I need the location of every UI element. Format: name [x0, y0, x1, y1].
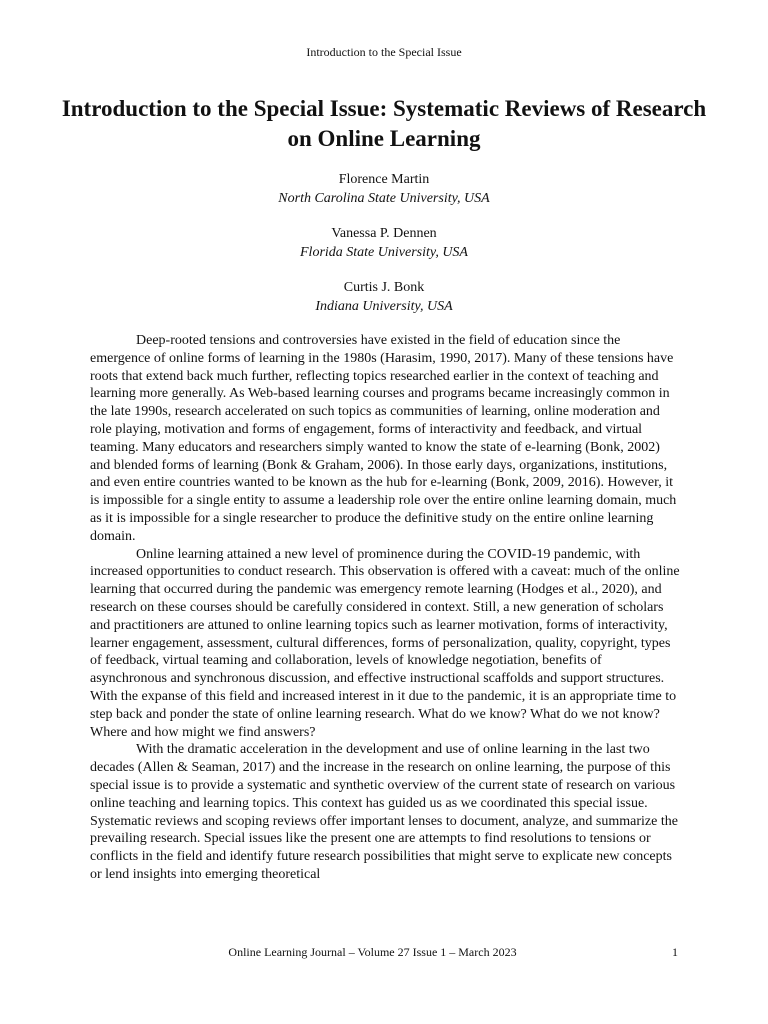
journal-citation: Online Learning Journal – Volume 27 Issue 1 – March 2023 — [228, 945, 517, 959]
body-paragraph: Online learning attained a new level of prominence during the COVID-19 pandemic, with increased opportunities to conduct research. This observation is offered with a caveat: much of the online learning that occurred during the pandemic was emergency remote learning (Hodges et al., 2020), and research on these courses should be carefully considered in context. Still, a new generation of scholars and practitioners are attuned to online learning topics such as learner motivation, forms of interactivity, learner engagement, assessment, cultural differences, forms of personalization, quality, copyright, types of feedback, virtual teaming and collaboration, levels of knowledge negotiation, benefits of asynchronous and synchronous discussion, and effective instructional scaffolds and support structures. With the expanse of this field and increased interest in it due to the pandemic, it is an appropriate time to step back and ponder the state of online learning research. What do we know? What do we not know? Where and how might we find answers? — [90, 546, 680, 740]
author-affiliation: North Carolina State University, USA — [278, 191, 490, 206]
author-block — [0, 224, 768, 262]
author-name: Vanessa P. Dennen — [331, 226, 437, 241]
body-paragraph: Deep-rooted tensions and controversies have existed in the field of education since the emergence of online forms of learning in the 1980s (Harasim, 1990, 2017). Many of these tensions have roots that extend back much further, reflecting topics researched earlier in the context of teaching and learning more generally. As Web-based learning courses and programs became increasingly common in the late 1990s, research accelerated on such topics as communities of learning, online moderation and role playing, motivation and forms of engagement, forms of interactivity and feedback, and virtual teaming. Many educators and researchers simply wanted to know the state of e-learning (Bonk, 2002) and blended forms of learning (Bonk & Graham, 2006). In those early days, organizations, institutions, and even entire countries wanted to be known as the hub for e-learning (Bonk, 2009, 2016). However, it is impossible for a single entity to assume a leadership role over the entire online learning domain, much as it is impossible for a single researcher to produce the definitive study on the entire online learning domain. — [90, 333, 677, 544]
page-number: 1 — [672, 945, 678, 959]
article-title: Introduction to the Special Issue: Systematic Reviews of Research on Online Learning — [61, 96, 707, 151]
author-block — [0, 170, 768, 208]
body-paragraph: With the dramatic acceleration in the development and use of online learning in the last two decades (Allen & Seaman, 2017) and the increase in the research on online learning, the purpose of this special issue is to provide a systematic and synthetic overview of the current state of research on various online teaching and learning topics. This context has guided us as we coordinated this special issue. Systematic reviews and scoping reviews offer important lenses to document, analyze, and summarize the prevailing research. Special issues like the present one are attempts to find resolutions to tensions or conflicts in the field and identify future research possibilities that might serve to explicate new concepts or lend insights into emerging theoretical — [90, 742, 678, 882]
author-block — [0, 278, 768, 316]
author-name: Florence Martin — [338, 172, 430, 187]
author-affiliation: Florida State University, USA — [300, 245, 468, 260]
author-name: Curtis J. Bonk — [343, 280, 425, 295]
running-header: Introduction to the Special Issue — [306, 45, 462, 59]
article-body — [90, 332, 682, 884]
author-affiliation: Indiana University, USA — [315, 299, 453, 314]
